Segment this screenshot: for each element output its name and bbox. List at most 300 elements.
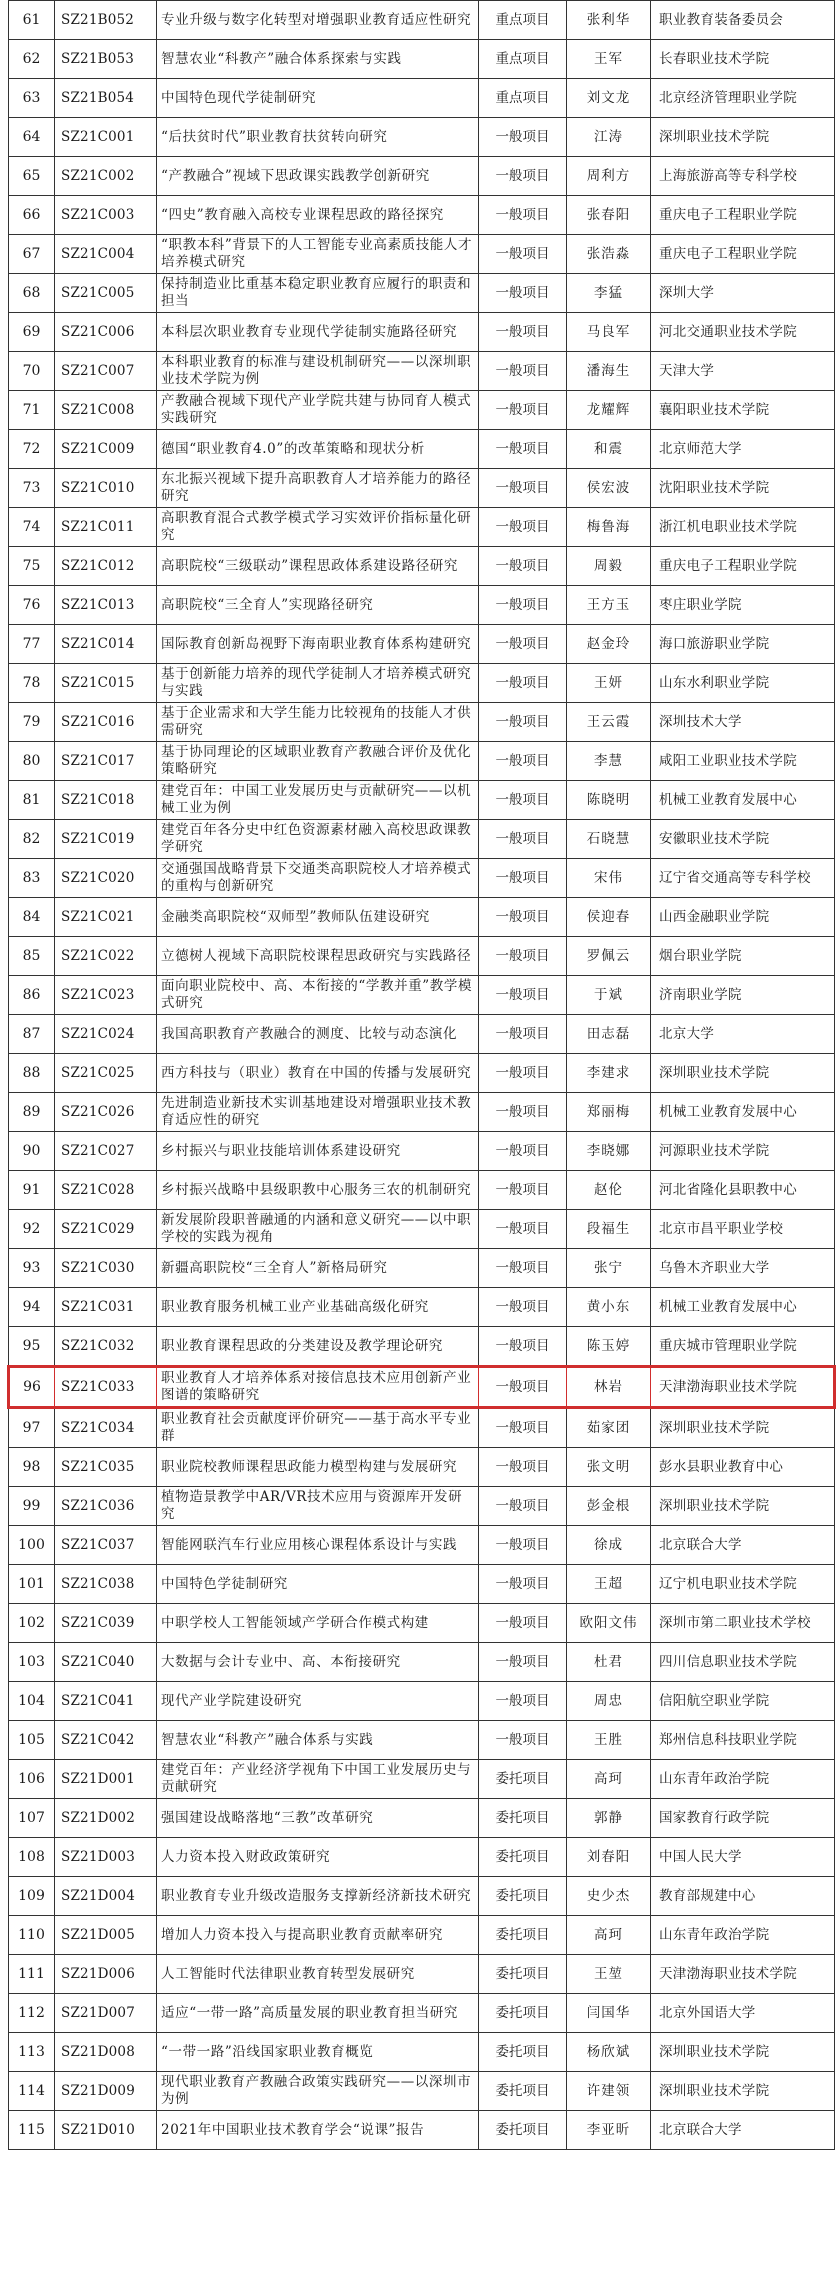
- project-institution: 职业教育装备委员会: [651, 1, 835, 40]
- project-leader: 侯宏波: [567, 469, 651, 508]
- project-institution: 上海旅游高等专科学校: [651, 157, 835, 196]
- table-row: [9, 1015, 835, 1054]
- row-number: 115: [9, 2111, 55, 2150]
- table-row: [9, 2111, 835, 2150]
- project-title: 国际教育创新岛视野下海南职业教育体系构建研究: [157, 625, 479, 664]
- project-title: “产教融合”视域下思政课实践教学创新研究: [157, 157, 479, 196]
- row-number: 93: [9, 1249, 55, 1288]
- project-title: 建党百年各分史中红色资源素材融入高校思政课教学研究: [157, 820, 479, 859]
- table-row: [9, 1604, 835, 1643]
- project-institution: 信阳航空职业学院: [651, 1682, 835, 1721]
- row-number: 97: [9, 1408, 55, 1448]
- project-institution: 山东青年政治学院: [651, 1760, 835, 1799]
- project-type: 一般项目: [479, 313, 567, 352]
- project-title: 职业教育专业升级改造服务支撑新经济新技术研究: [157, 1877, 479, 1916]
- project-institution: 浙江机电职业技术学院: [651, 508, 835, 547]
- project-leader: 潘海生: [567, 352, 651, 391]
- table-row: [9, 703, 835, 742]
- row-number: 85: [9, 937, 55, 976]
- project-leader: 王胜: [567, 1721, 651, 1760]
- project-institution: 北京联合大学: [651, 2111, 835, 2150]
- row-number: 66: [9, 196, 55, 235]
- project-type: 委托项目: [479, 1916, 567, 1955]
- project-title: 职业教育社会贡献度评价研究——基于高水平专业群: [157, 1408, 479, 1448]
- project-type: 一般项目: [479, 742, 567, 781]
- row-number: 89: [9, 1093, 55, 1132]
- row-number: 90: [9, 1132, 55, 1171]
- project-type: 一般项目: [479, 625, 567, 664]
- row-number: 78: [9, 664, 55, 703]
- project-type: 一般项目: [479, 1054, 567, 1093]
- project-code: SZ21C033: [55, 1367, 157, 1408]
- table-row: [9, 40, 835, 79]
- project-institution: 重庆电子工程职业学院: [651, 547, 835, 586]
- row-number: 71: [9, 391, 55, 430]
- project-type: 委托项目: [479, 1877, 567, 1916]
- row-number: 82: [9, 820, 55, 859]
- table-row: [9, 898, 835, 937]
- project-code: SZ21B053: [55, 40, 157, 79]
- project-code: SZ21C025: [55, 1054, 157, 1093]
- table-row: [9, 1093, 835, 1132]
- project-code: SZ21C017: [55, 742, 157, 781]
- project-type: 一般项目: [479, 1643, 567, 1682]
- project-institution: 河北省隆化县职教中心: [651, 1171, 835, 1210]
- project-institution: 辽宁机电职业技术学院: [651, 1565, 835, 1604]
- table-row: [9, 469, 835, 508]
- project-code: SZ21C035: [55, 1448, 157, 1487]
- project-code: SZ21D002: [55, 1799, 157, 1838]
- project-leader: 李亚昕: [567, 2111, 651, 2150]
- row-number: 92: [9, 1210, 55, 1249]
- project-leader: 杨欣斌: [567, 2033, 651, 2072]
- row-number: 113: [9, 2033, 55, 2072]
- project-code: SZ21C006: [55, 313, 157, 352]
- row-number: 84: [9, 898, 55, 937]
- row-number: 101: [9, 1565, 55, 1604]
- project-institution: 深圳职业技术学院: [651, 2072, 835, 2111]
- project-code: SZ21C020: [55, 859, 157, 898]
- project-type: 一般项目: [479, 547, 567, 586]
- project-institution: 深圳职业技术学院: [651, 118, 835, 157]
- project-leader: 张春阳: [567, 196, 651, 235]
- row-number: 103: [9, 1643, 55, 1682]
- project-title: 大数据与会计专业中、高、本衔接研究: [157, 1643, 479, 1682]
- project-code: SZ21C032: [55, 1327, 157, 1367]
- project-code: SZ21C039: [55, 1604, 157, 1643]
- project-type: 一般项目: [479, 157, 567, 196]
- project-type: 一般项目: [479, 1093, 567, 1132]
- project-type: 一般项目: [479, 235, 567, 274]
- table-row: [9, 742, 835, 781]
- table-row: [9, 1526, 835, 1565]
- row-number: 110: [9, 1916, 55, 1955]
- project-title: 人力资本投入财政政策研究: [157, 1838, 479, 1877]
- project-title: 智能网联汽车行业应用核心课程体系设计与实践: [157, 1526, 479, 1565]
- row-number: 86: [9, 976, 55, 1015]
- project-title: 人工智能时代法律职业教育转型发展研究: [157, 1955, 479, 1994]
- project-leader: 和震: [567, 430, 651, 469]
- project-leader: 张浩淼: [567, 235, 651, 274]
- project-type: 一般项目: [479, 664, 567, 703]
- project-code: SZ21C016: [55, 703, 157, 742]
- project-institution: 国家教育行政学院: [651, 1799, 835, 1838]
- project-title: 产教融合视域下现代产业学院共建与协同育人模式实践研究: [157, 391, 479, 430]
- project-type: 重点项目: [479, 79, 567, 118]
- row-number: 62: [9, 40, 55, 79]
- row-number: 68: [9, 274, 55, 313]
- table-row: [9, 820, 835, 859]
- project-institution: 教育部规建中心: [651, 1877, 835, 1916]
- project-leader: 黄小东: [567, 1288, 651, 1327]
- project-title: 增加人力资本投入与提高职业教育贡献率研究: [157, 1916, 479, 1955]
- project-code: SZ21C008: [55, 391, 157, 430]
- project-leader: 王云霞: [567, 703, 651, 742]
- row-number: 73: [9, 469, 55, 508]
- project-title: 职业教育课程思政的分类建设及教学理论研究: [157, 1327, 479, 1367]
- project-type: 一般项目: [479, 274, 567, 313]
- project-title: 本科层次职业教育专业现代学徒制实施路径研究: [157, 313, 479, 352]
- project-institution: 北京联合大学: [651, 1526, 835, 1565]
- table-row: [9, 196, 835, 235]
- row-number: 67: [9, 235, 55, 274]
- project-type: 委托项目: [479, 1994, 567, 2033]
- project-institution: 济南职业学院: [651, 976, 835, 1015]
- project-code: SZ21C014: [55, 625, 157, 664]
- project-code: SZ21D003: [55, 1838, 157, 1877]
- project-title: 中职学校人工智能领域产学研合作模式构建: [157, 1604, 479, 1643]
- table-row: [9, 352, 835, 391]
- project-leader: 郭静: [567, 1799, 651, 1838]
- table-row: [9, 1877, 835, 1916]
- project-title: 基于创新能力培养的现代学徒制人才培养模式研究与实践: [157, 664, 479, 703]
- project-institution: 机械工业教育发展中心: [651, 781, 835, 820]
- project-type: 一般项目: [479, 1367, 567, 1408]
- project-type: 一般项目: [479, 1210, 567, 1249]
- project-title: 高职院校“三全育人”实现路径研究: [157, 586, 479, 625]
- table-row: [9, 586, 835, 625]
- row-number: 112: [9, 1994, 55, 2033]
- project-leader: 陈晓明: [567, 781, 651, 820]
- table-row: [9, 157, 835, 196]
- project-code: SZ21C009: [55, 430, 157, 469]
- project-code: SZ21C038: [55, 1565, 157, 1604]
- project-leader: 李慧: [567, 742, 651, 781]
- project-leader: 王方玉: [567, 586, 651, 625]
- table-row: [9, 1327, 835, 1367]
- project-type: 一般项目: [479, 391, 567, 430]
- project-code: SZ21C037: [55, 1526, 157, 1565]
- project-title: 乡村振兴与职业技能培训体系建设研究: [157, 1132, 479, 1171]
- row-number: 81: [9, 781, 55, 820]
- row-number: 99: [9, 1487, 55, 1526]
- project-title: 强国建设战略落地“三教”改革研究: [157, 1799, 479, 1838]
- project-leader: 田志磊: [567, 1015, 651, 1054]
- project-institution: 枣庄职业学院: [651, 586, 835, 625]
- project-title: 专业升级与数字化转型对增强职业教育适应性研究: [157, 1, 479, 40]
- project-title: 先进制造业新技术实训基地建设对增强职业技术教育适应性的研究: [157, 1093, 479, 1132]
- project-code: SZ21C024: [55, 1015, 157, 1054]
- project-code: SZ21C034: [55, 1408, 157, 1448]
- project-code: SZ21C007: [55, 352, 157, 391]
- table-row: [9, 2072, 835, 2111]
- table-row-highlighted: [9, 1367, 835, 1408]
- project-code: SZ21C026: [55, 1093, 157, 1132]
- project-type: 一般项目: [479, 430, 567, 469]
- project-title: 智慧农业“科教产”融合体系与实践: [157, 1721, 479, 1760]
- project-leader: 闫国华: [567, 1994, 651, 2033]
- row-number: 65: [9, 157, 55, 196]
- project-institution: 重庆电子工程职业学院: [651, 235, 835, 274]
- row-number: 88: [9, 1054, 55, 1093]
- row-number: 107: [9, 1799, 55, 1838]
- project-leader: 杜君: [567, 1643, 651, 1682]
- project-institution: 重庆电子工程职业学院: [651, 196, 835, 235]
- project-code: SZ21D009: [55, 2072, 157, 2111]
- project-leader: 张宁: [567, 1249, 651, 1288]
- project-type: 一般项目: [479, 820, 567, 859]
- project-code: SZ21C023: [55, 976, 157, 1015]
- table-row: [9, 391, 835, 430]
- project-leader: 李猛: [567, 274, 651, 313]
- project-institution: 中国人民大学: [651, 1838, 835, 1877]
- table-row: [9, 274, 835, 313]
- project-title: 面向职业院校中、高、本衔接的“学教并重”教学模式研究: [157, 976, 479, 1015]
- project-type: 一般项目: [479, 898, 567, 937]
- table-row: [9, 1132, 835, 1171]
- project-leader: 彭金根: [567, 1487, 651, 1526]
- project-code: SZ21D007: [55, 1994, 157, 2033]
- project-type: 一般项目: [479, 118, 567, 157]
- project-leader: 陈玉婷: [567, 1327, 651, 1367]
- project-leader: 宋伟: [567, 859, 651, 898]
- project-title: 我国高职教育产教融合的测度、比较与动态演化: [157, 1015, 479, 1054]
- project-code: SZ21C027: [55, 1132, 157, 1171]
- project-title: 新发展阶段职普融通的内涵和意义研究——以中职学校的实践为视角: [157, 1210, 479, 1249]
- row-number: 104: [9, 1682, 55, 1721]
- table-row: [9, 1408, 835, 1448]
- project-institution: 安徽职业技术学院: [651, 820, 835, 859]
- row-number: 94: [9, 1288, 55, 1327]
- project-leader: 茹家团: [567, 1408, 651, 1448]
- project-title: 植物造景教学中AR/VR技术应用与资源库开发研究: [157, 1487, 479, 1526]
- project-type: 一般项目: [479, 1132, 567, 1171]
- table-row: [9, 1760, 835, 1799]
- project-code: SZ21C021: [55, 898, 157, 937]
- project-title: 适应“一带一路”高质量发展的职业教育担当研究: [157, 1994, 479, 2033]
- project-code: SZ21D008: [55, 2033, 157, 2072]
- project-title: 交通强国战略背景下交通类高职院校人才培养模式的重构与创新研究: [157, 859, 479, 898]
- table-row: [9, 1838, 835, 1877]
- project-type: 一般项目: [479, 1565, 567, 1604]
- row-number: 100: [9, 1526, 55, 1565]
- project-leader: 史少杰: [567, 1877, 651, 1916]
- project-code: SZ21D001: [55, 1760, 157, 1799]
- project-title: 西方科技与（职业）教育在中国的传播与发展研究: [157, 1054, 479, 1093]
- project-code: SZ21D006: [55, 1955, 157, 1994]
- project-type: 一般项目: [479, 1526, 567, 1565]
- project-code: SZ21C012: [55, 547, 157, 586]
- project-leader: 赵金玲: [567, 625, 651, 664]
- project-title: 东北振兴视域下提升高职教育人才培养能力的路径研究: [157, 469, 479, 508]
- project-leader: 刘春阳: [567, 1838, 651, 1877]
- project-title: 保持制造业比重基本稳定职业教育应履行的职责和担当: [157, 274, 479, 313]
- project-institution: 北京经济管理职业学院: [651, 79, 835, 118]
- row-number: 108: [9, 1838, 55, 1877]
- row-number: 106: [9, 1760, 55, 1799]
- project-code: SZ21C041: [55, 1682, 157, 1721]
- project-institution: 辽宁省交通高等专科学校: [651, 859, 835, 898]
- table-row: [9, 1799, 835, 1838]
- table-row: [9, 1, 835, 40]
- project-type: 委托项目: [479, 2072, 567, 2111]
- row-number: 64: [9, 118, 55, 157]
- project-type: 委托项目: [479, 1838, 567, 1877]
- project-table: [7, 0, 836, 2150]
- project-code: SZ21B054: [55, 79, 157, 118]
- project-leader: 高珂: [567, 1916, 651, 1955]
- table-row: [9, 430, 835, 469]
- project-leader: 王妍: [567, 664, 651, 703]
- table-row: [9, 235, 835, 274]
- project-institution: 长春职业技术学院: [651, 40, 835, 79]
- project-leader: 石晓慧: [567, 820, 651, 859]
- project-institution: 彭水县职业教育中心: [651, 1448, 835, 1487]
- project-leader: 徐成: [567, 1526, 651, 1565]
- project-code: SZ21C010: [55, 469, 157, 508]
- project-leader: 林岩: [567, 1367, 651, 1408]
- project-type: 重点项目: [479, 1, 567, 40]
- project-title: 建党百年：产业经济学视角下中国工业发展历史与贡献研究: [157, 1760, 479, 1799]
- row-number: 77: [9, 625, 55, 664]
- project-type: 委托项目: [479, 2111, 567, 2150]
- project-type: 一般项目: [479, 1682, 567, 1721]
- project-leader: 李晓娜: [567, 1132, 651, 1171]
- table-row: [9, 1721, 835, 1760]
- project-type: 一般项目: [479, 586, 567, 625]
- project-title: 中国特色现代学徒制研究: [157, 79, 479, 118]
- row-number: 70: [9, 352, 55, 391]
- table-row: [9, 508, 835, 547]
- project-leader: 罗佩云: [567, 937, 651, 976]
- project-institution: 深圳技术大学: [651, 703, 835, 742]
- row-number: 114: [9, 2072, 55, 2111]
- project-title: 基于协同理论的区域职业教育产教融合评价及优化策略研究: [157, 742, 479, 781]
- project-title: 基于企业需求和大学生能力比较视角的技能人才供需研究: [157, 703, 479, 742]
- project-title: 高职教育混合式教学模式学习实效评价指标量化研究: [157, 508, 479, 547]
- project-institution: 北京外国语大学: [651, 1994, 835, 2033]
- row-number: 96: [9, 1367, 55, 1408]
- row-number: 76: [9, 586, 55, 625]
- project-title: 金融类高职院校“双师型”教师队伍建设研究: [157, 898, 479, 937]
- project-title: “一带一路”沿线国家职业教育概览: [157, 2033, 479, 2072]
- project-leader: 张利华: [567, 1, 651, 40]
- project-type: 重点项目: [479, 40, 567, 79]
- project-title: 高职院校“三级联动”课程思政体系建设路径研究: [157, 547, 479, 586]
- row-number: 87: [9, 1015, 55, 1054]
- project-type: 一般项目: [479, 1327, 567, 1367]
- row-number: 83: [9, 859, 55, 898]
- project-institution: 烟台职业学院: [651, 937, 835, 976]
- project-institution: 河北交通职业技术学院: [651, 313, 835, 352]
- project-type: 委托项目: [479, 1760, 567, 1799]
- project-code: SZ21B052: [55, 1, 157, 40]
- row-number: 109: [9, 1877, 55, 1916]
- project-code: SZ21C042: [55, 1721, 157, 1760]
- project-institution: 天津渤海职业技术学院: [651, 1367, 835, 1408]
- project-title: 建党百年：中国工业发展历史与贡献研究——以机械工业为例: [157, 781, 479, 820]
- table-row: [9, 1565, 835, 1604]
- project-leader: 周利方: [567, 157, 651, 196]
- project-type: 一般项目: [479, 1171, 567, 1210]
- project-leader: 龙耀辉: [567, 391, 651, 430]
- project-type: 一般项目: [479, 859, 567, 898]
- project-institution: 四川信息职业技术学院: [651, 1643, 835, 1682]
- project-institution: 深圳职业技术学院: [651, 1054, 835, 1093]
- project-code: SZ21C030: [55, 1249, 157, 1288]
- project-code: SZ21C019: [55, 820, 157, 859]
- project-code: SZ21C036: [55, 1487, 157, 1526]
- project-institution: 深圳职业技术学院: [651, 2033, 835, 2072]
- project-institution: 深圳职业技术学院: [651, 1408, 835, 1448]
- project-code: SZ21C040: [55, 1643, 157, 1682]
- table-row: [9, 976, 835, 1015]
- table-row: [9, 547, 835, 586]
- project-type: 一般项目: [479, 508, 567, 547]
- project-leader: 王超: [567, 1565, 651, 1604]
- row-number: 80: [9, 742, 55, 781]
- project-institution: 襄阳职业技术学院: [651, 391, 835, 430]
- table-row: [9, 859, 835, 898]
- table-row: [9, 1288, 835, 1327]
- project-type: 一般项目: [479, 352, 567, 391]
- project-table-body: [9, 1, 835, 2150]
- table-row: [9, 1171, 835, 1210]
- row-number: 75: [9, 547, 55, 586]
- row-number: 95: [9, 1327, 55, 1367]
- table-row: [9, 664, 835, 703]
- table-row: [9, 313, 835, 352]
- row-number: 111: [9, 1955, 55, 1994]
- project-type: 委托项目: [479, 1955, 567, 1994]
- project-institution: 沈阳职业技术学院: [651, 469, 835, 508]
- row-number: 98: [9, 1448, 55, 1487]
- project-type: 一般项目: [479, 1604, 567, 1643]
- project-type: 一般项目: [479, 1408, 567, 1448]
- project-institution: 乌鲁木齐职业大学: [651, 1249, 835, 1288]
- project-title: 现代职业教育产教融合政策实践研究——以深圳市为例: [157, 2072, 479, 2111]
- project-type: 一般项目: [479, 1288, 567, 1327]
- table-row: [9, 625, 835, 664]
- project-institution: 重庆城市管理职业学院: [651, 1327, 835, 1367]
- project-title: “后扶贫时代”职业教育扶贫转向研究: [157, 118, 479, 157]
- project-title: 本科职业教育的标准与建设机制研究——以深圳职业技术学院为例: [157, 352, 479, 391]
- row-number: 63: [9, 79, 55, 118]
- project-institution: 深圳职业技术学院: [651, 1487, 835, 1526]
- project-code: SZ21C015: [55, 664, 157, 703]
- project-institution: 深圳大学: [651, 274, 835, 313]
- project-leader: 周忠: [567, 1682, 651, 1721]
- project-institution: 天津渤海职业技术学院: [651, 1955, 835, 1994]
- project-institution: 北京大学: [651, 1015, 835, 1054]
- table-row: [9, 937, 835, 976]
- project-code: SZ21C002: [55, 157, 157, 196]
- project-leader: 段福生: [567, 1210, 651, 1249]
- project-code: SZ21C003: [55, 196, 157, 235]
- project-type: 一般项目: [479, 1249, 567, 1288]
- project-leader: 欧阳文伟: [567, 1604, 651, 1643]
- table-row: [9, 118, 835, 157]
